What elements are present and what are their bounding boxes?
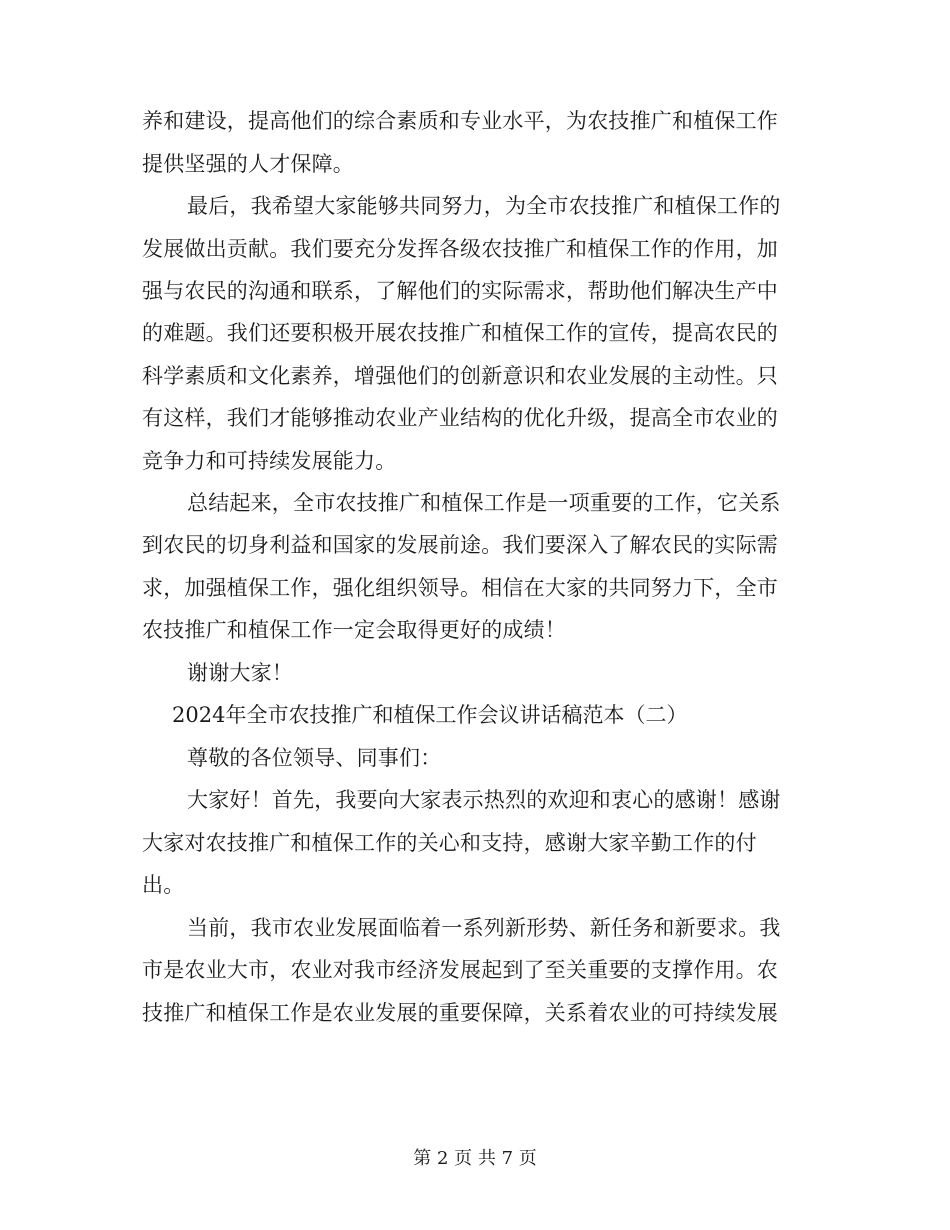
section-title: 2024年全市农技推广和植保工作会议讲话稿范本（二） xyxy=(172,703,688,727)
body-text-line: 科学素质和文化素养，增强他们的创新意识和农业发展的主动性。只 xyxy=(142,364,778,388)
body-text-line: 求，加强植保工作，强化组织领导。相信在大家的共同努力下，全市 xyxy=(142,576,778,600)
paragraph-first-line: 总结起来，全市农技推广和植保工作是一项重要的工作，它关系 xyxy=(187,491,781,515)
paragraph-first-line: 最后，我希望大家能够共同努力，为全市农技推广和植保工作的 xyxy=(187,194,781,218)
body-text-line: 到农民的切身利益和国家的发展前途。我们要深入了解农民的实际需 xyxy=(142,533,778,557)
body-text-line: 强与农民的沟通和联系，了解他们的实际需求，帮助他们解决生产中 xyxy=(142,279,778,303)
body-text-line: 的难题。我们还要积极开展农技推广和植保工作的宣传，提高农民的 xyxy=(142,321,778,345)
body-text-line: 发展做出贡献。我们要充分发挥各级农技推广和植保工作的作用，加 xyxy=(142,237,778,261)
body-text-line: 出。 xyxy=(142,873,185,897)
paragraph-first-line: 大家好！首先，我要向大家表示热烈的欢迎和衷心的感谢！感谢 xyxy=(187,788,781,812)
body-text-line: 农技推广和植保工作一定会取得更好的成绩！ xyxy=(142,618,566,642)
body-text-line: 有这样，我们才能够推动农业产业结构的优化升级，提高全市农业的 xyxy=(142,406,778,430)
salutation-line: 尊敬的各位领导、同事们： xyxy=(187,746,442,770)
paragraph-first-line: 当前，我市农业发展面临着一系列新形势、新任务和新要求。我 xyxy=(187,916,781,940)
body-text-line: 竞争力和可持续发展能力。 xyxy=(142,449,397,473)
body-text-line: 提供坚强的人才保障。 xyxy=(142,152,354,176)
body-text-line: 市是农业大市，农业对我市经济发展起到了至关重要的支撑作用。农 xyxy=(142,958,778,982)
body-text-line: 养和建设，提高他们的综合素质和专业水平，为农技推广和植保工作 xyxy=(142,109,778,133)
closing-line: 谢谢大家！ xyxy=(187,661,293,685)
body-text-line: 大家对农技推广和植保工作的关心和支持，感谢大家辛勤工作的付 xyxy=(142,831,757,855)
body-text-line: 技推广和植保工作是农业发展的重要保障，关系着农业的可持续发展 xyxy=(142,1001,778,1025)
page-number-footer: 第 2 页 共 7 页 xyxy=(413,1148,537,1169)
